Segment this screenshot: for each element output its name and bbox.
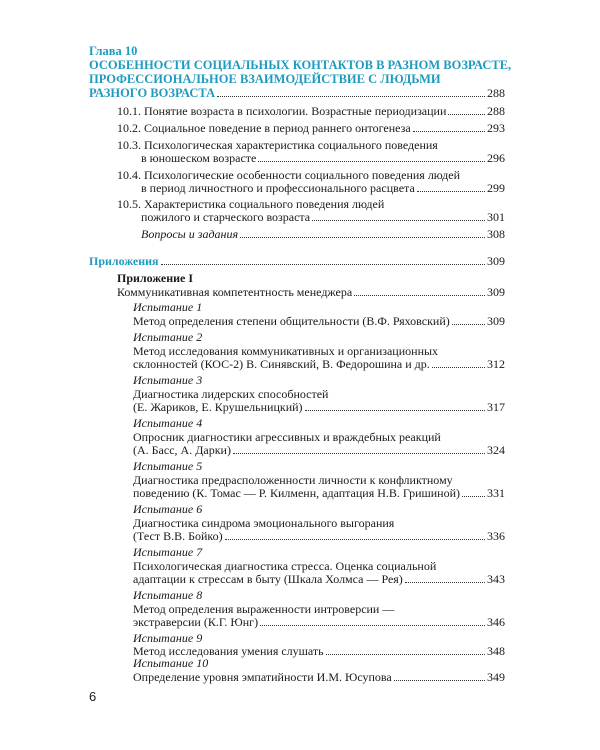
toc-entry-10-4-line-1: 10.4. Психологические особенности социального поведения людей — [117, 168, 461, 182]
test-5-label: Испытание 5 — [133, 459, 203, 473]
leader-dots — [258, 161, 485, 162]
test-4-label: Испытание 4 — [133, 416, 203, 430]
entry-text: 10.1. Понятие возраста в психологии. Возрастные периодизации — [117, 104, 447, 118]
entry-text: экстраверсии (К.Г. Юнг) — [133, 615, 259, 629]
page-ref: 296 — [487, 151, 505, 165]
test-2-label: Испытание 2 — [133, 330, 203, 344]
leader-dots — [217, 96, 485, 97]
appendix-1-label: Приложение I — [117, 271, 194, 285]
toc-entry-appendices[interactable] — [89, 254, 505, 268]
entry-text: в период личностного и профессионального расцвета — [141, 181, 415, 195]
entry-text: (Тест В.В. Бойко) — [133, 529, 223, 543]
test-9-label: Испытание 9 — [133, 631, 203, 645]
entry-text: поведению (К. Томас — Р. Килменн, адаптация Н.В. Гришиной) — [133, 486, 461, 500]
leader-dots — [417, 191, 485, 192]
toc-entry-test-7[interactable] — [133, 572, 505, 586]
toc-entry-10-3[interactable] — [141, 151, 505, 165]
entry-text: адаптации к стрессам в быту (Шкала Холмса — Рея) — [133, 572, 403, 586]
page-ref: 343 — [487, 572, 505, 586]
toc-entry-test-5[interactable] — [133, 486, 505, 500]
toc-entry-10-5-line-1: 10.5. Характеристика социального поведения людей — [117, 197, 385, 211]
chapter-label: Глава 10 — [89, 44, 138, 58]
test-4-line-1: Опросник диагностики агрессивных и враждебных реакций — [133, 430, 441, 444]
page-ref: 312 — [487, 357, 505, 371]
page-ref: 308 — [487, 227, 505, 241]
page-ref: 349 — [487, 670, 505, 684]
test-3-line-1: Диагностика лидерских способностей — [133, 387, 329, 401]
chapter-title-line-1: ОСОБЕННОСТИ СОЦИАЛЬНЫХ КОНТАКТОВ В РАЗНОМ ВОЗРАСТЕ, — [89, 58, 512, 72]
page-ref: 309 — [487, 254, 505, 268]
entry-text: Вопросы и задания — [141, 227, 239, 241]
leader-dots — [312, 220, 485, 221]
test-8-line-1: Метод определения выраженности интроверсии — — [133, 602, 395, 616]
entry-text: Определение уровня эмпатийности И.М. Юсупова — [133, 670, 392, 684]
toc-entry-test-2[interactable] — [133, 357, 505, 371]
toc-entry-test-8[interactable] — [133, 615, 505, 629]
page-number: 6 — [89, 689, 97, 704]
entry-text: Метод определения степени общительности (В.Ф. Ряховский) — [133, 314, 450, 328]
entry-text: Коммуникативная компетентность менеджера — [117, 285, 353, 299]
test-8-label: Испытание 8 — [133, 588, 203, 602]
page-ref: 324 — [487, 443, 505, 457]
page-ref: 309 — [487, 314, 505, 328]
entry-text: склонностей (КОС-2) В. Синявский, В. Федорошина и др. — [133, 357, 430, 371]
toc-entry-test-4[interactable] — [133, 443, 505, 457]
test-7-label: Испытание 7 — [133, 545, 203, 559]
test-6-label: Испытание 6 — [133, 502, 203, 516]
leader-dots — [260, 625, 485, 626]
leader-dots — [405, 582, 485, 583]
toc-entry-10-2[interactable] — [117, 121, 505, 135]
page-ref: 346 — [487, 615, 505, 629]
leader-dots — [326, 654, 485, 655]
entry-text: пожилого и старческого возраста — [141, 210, 311, 224]
toc-entry-questions[interactable] — [141, 227, 505, 241]
chapter-title-line-3: РАЗНОГО ВОЗРАСТА — [89, 86, 216, 100]
test-5-line-1: Диагностика предрасположенности личности к конфликтному — [133, 473, 453, 487]
leader-dots — [432, 367, 485, 368]
toc-entry-10-1[interactable] — [117, 104, 505, 118]
toc-entry-10-3-line-1: 10.3. Психологическая характеристика социального поведения — [117, 138, 438, 152]
toc-entry-test-3[interactable] — [133, 400, 505, 414]
toc-entry-test-10[interactable] — [133, 670, 505, 684]
leader-dots — [452, 324, 485, 325]
toc-entry-test-1[interactable] — [133, 314, 505, 328]
leader-dots — [394, 680, 485, 681]
toc-entry-test-6[interactable] — [133, 529, 505, 543]
page-ref: 288 — [487, 86, 505, 100]
test-2-line-1: Метод исследования коммуникативных и организационных — [133, 344, 439, 358]
page-ref: 336 — [487, 529, 505, 543]
page-ref: 348 — [487, 644, 505, 658]
entry-text: в юношеском возрасте — [141, 151, 257, 165]
entry-text: 10.2. Социальное поведение в период раннего онтогенеза — [117, 121, 411, 135]
page-ref: 288 — [487, 104, 505, 118]
leader-dots — [354, 295, 485, 296]
entry-text: (Е. Жариков, Е. Крушельницкий) — [133, 400, 303, 414]
page-ref: 301 — [487, 210, 505, 224]
leader-dots — [225, 539, 485, 540]
entry-text: (А. Басс, А. Дарки) — [133, 443, 231, 457]
test-3-label: Испытание 3 — [133, 373, 203, 387]
page-ref: 293 — [487, 121, 505, 135]
toc-entry-10-5[interactable] — [141, 210, 505, 224]
chapter-title-entry[interactable] — [89, 86, 505, 100]
test-1-label: Испытание 1 — [133, 300, 203, 314]
leader-dots — [448, 114, 485, 115]
entry-text: Метод исследования умения слушать — [133, 644, 324, 658]
leader-dots — [462, 496, 485, 497]
leader-dots — [305, 410, 485, 411]
toc-entry-10-4[interactable] — [141, 181, 505, 195]
leader-dots — [233, 453, 485, 454]
test-10-label: Испытание 10 — [133, 656, 209, 670]
chapter-title-line-2: ПРОФЕССИОНАЛЬНОЕ ВЗАИМОДЕЙСТВИЕ С ЛЮДЬМИ — [89, 72, 441, 86]
page-ref: 299 — [487, 181, 505, 195]
test-7-line-1: Психологическая диагностика стресса. Оценка социальной — [133, 559, 437, 573]
test-6-line-1: Диагностика синдрома эмоционального выгорания — [133, 516, 395, 530]
leader-dots — [161, 264, 485, 265]
page-ref: 309 — [487, 285, 505, 299]
page-ref: 331 — [487, 486, 505, 500]
toc-entry-appendix-1[interactable] — [117, 285, 505, 299]
leader-dots — [413, 131, 485, 132]
leader-dots — [240, 237, 485, 238]
page-ref: 317 — [487, 400, 505, 414]
entry-text: Приложения — [89, 254, 159, 268]
